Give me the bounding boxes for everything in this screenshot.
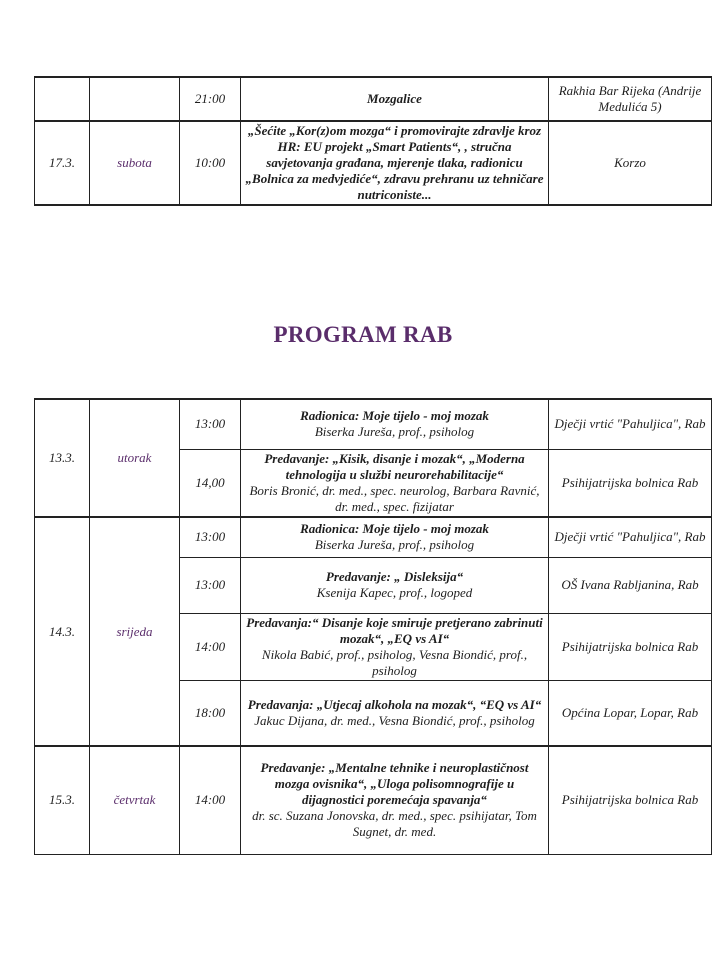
location-cell: Psihijatrijska bolnica Rab <box>549 746 712 854</box>
event-title: Predavanja:“ Disanje koje smiruje pretjerano zabrinuti mozak“, „EQ vs AI“ <box>246 614 543 646</box>
event-title: „Šećite „Kor(z)om mozga“ i promovirajte zdravlje kroz HR: EU projekt „Smart Patients“, , stručna savjetovanja građana, mjerenje tlaka, radionicu „Bolnica za medvjediće“, zdravu prehranu uz tehničare nutriconiste... <box>245 123 544 202</box>
date-cell: 14.3. <box>35 517 90 746</box>
event-speaker: Biserka Jureša, prof., psiholog <box>314 424 475 440</box>
location-cell: Rakhia Bar Rijeka (Andrije Medulića 5) <box>549 77 712 121</box>
time-cell: 18:00 <box>180 680 241 746</box>
event-cell <box>241 680 549 746</box>
time-cell: 10:00 <box>180 121 241 205</box>
rab-program-table <box>34 398 712 855</box>
time-cell: 14,00 <box>180 449 241 517</box>
table-row <box>35 399 712 449</box>
rijeka-program-table <box>34 76 712 206</box>
date-cell: 17.3. <box>35 121 90 205</box>
time-cell: 14:00 <box>180 746 241 854</box>
event-cell <box>241 449 549 517</box>
day-cell: utorak <box>90 399 180 517</box>
event-title: Radionica: Moje tijelo - moj mozak <box>300 408 489 424</box>
location-cell: Općina Lopar, Lopar, Rab <box>549 680 712 746</box>
table-row <box>35 746 712 854</box>
time-cell: 13:00 <box>180 399 241 449</box>
event-speaker: Boris Bronić, dr. med., spec. neurolog, Barbara Ravnić, dr. med., spec. fizijatar <box>249 482 540 514</box>
date-cell <box>35 77 90 121</box>
table-row <box>35 77 712 121</box>
event-speaker: dr. sc. Suzana Jonovska, dr. med., spec. psihijatar, Tom Sugnet, dr. med. <box>252 808 537 840</box>
event-cell <box>241 557 549 613</box>
location-cell: Dječji vrtić "Pahuljica", Rab <box>549 517 712 557</box>
time-cell: 21:00 <box>180 77 241 121</box>
date-cell: 15.3. <box>35 746 90 854</box>
time-cell: 13:00 <box>180 517 241 557</box>
table-row <box>35 121 712 205</box>
event-speaker: Ksenija Kapec, prof., logoped <box>316 585 473 600</box>
event-cell <box>241 746 549 854</box>
location-cell: Dječji vrtić "Pahuljica", Rab <box>549 399 712 449</box>
event-title: Predavanje: „ Disleksija“ <box>325 569 464 584</box>
day-cell <box>90 77 180 121</box>
location-cell: Korzo <box>549 121 712 205</box>
day-cell: subota <box>90 121 180 205</box>
location-cell: OŠ Ivana Rabljanina, Rab <box>549 557 712 613</box>
event-title: Radionica: Moje tijelo - moj mozak <box>300 521 489 537</box>
event-cell <box>241 77 549 121</box>
time-cell: 14:00 <box>180 613 241 680</box>
event-cell <box>241 399 549 449</box>
event-speaker: Biserka Jureša, prof., psiholog <box>314 537 475 553</box>
event-speaker: Jakuc Dijana, dr. med., Vesna Biondić, prof., psiholog <box>254 712 535 728</box>
event-title: Predavanje: „Kisik, disanje i mozak“, „Moderna tehnologija u službi neurorehabilitacije“ <box>264 450 525 482</box>
event-cell <box>241 121 549 205</box>
location-cell: Psihijatrijska bolnica Rab <box>549 613 712 680</box>
event-title: Predavanja: „Utjecaj alkohola na mozak“, “EQ vs AI“ <box>247 696 542 712</box>
event-title: Mozgalice <box>367 91 422 106</box>
event-cell <box>241 613 549 680</box>
day-cell: srijeda <box>90 517 180 746</box>
event-cell <box>241 517 549 557</box>
day-cell: četvrtak <box>90 746 180 854</box>
location-cell: Psihijatrijska bolnica Rab <box>549 449 712 517</box>
table-row <box>35 517 712 557</box>
event-speaker: Nikola Babić, prof., psiholog, Vesna Biondić, prof., psiholog <box>261 646 528 678</box>
event-title: Predavanje: „Mentalne tehnike i neuroplastičnost mozga ovisnika“, „Uloga polisomnografije u dijagnostici poremećaja spavanja“ <box>260 760 529 808</box>
section-title: PROGRAM RAB <box>273 322 453 347</box>
time-cell: 13:00 <box>180 557 241 613</box>
date-cell: 13.3. <box>35 399 90 517</box>
